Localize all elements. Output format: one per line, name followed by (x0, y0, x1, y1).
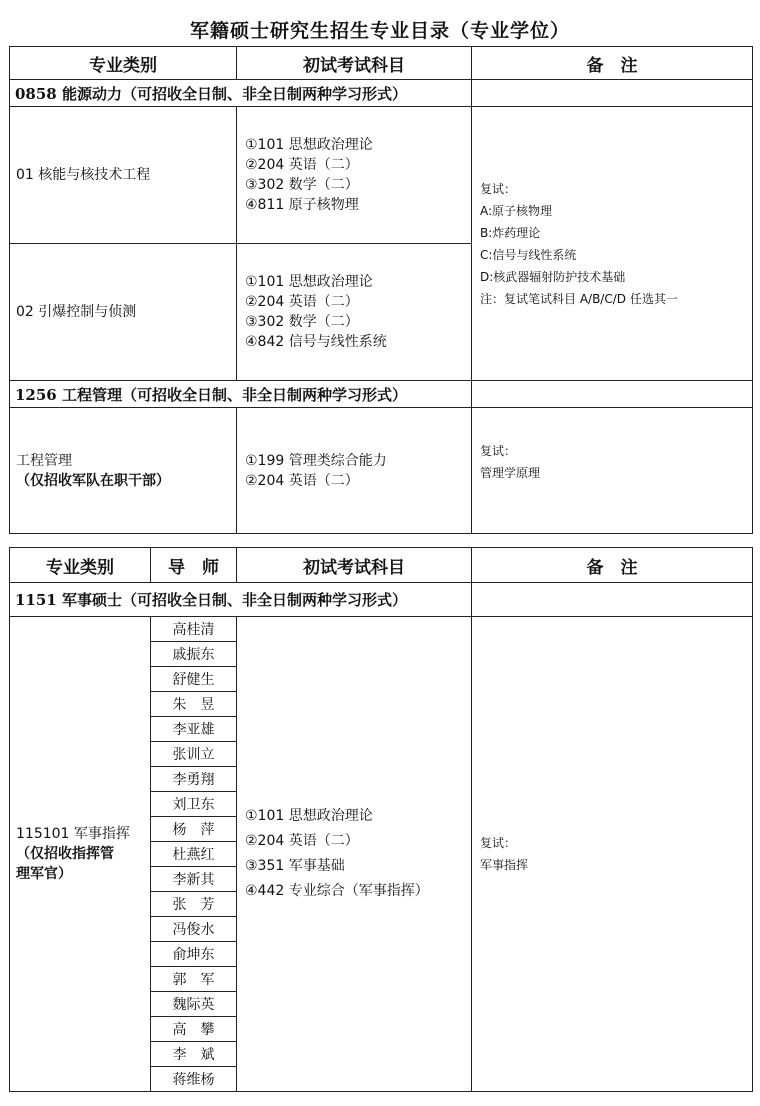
subjects-cell (237, 107, 472, 244)
category-cell: 01 核能与核技术工程 (10, 107, 237, 244)
section-empty-cell (472, 80, 753, 107)
header-subjects: 初试考试科目 (237, 548, 472, 583)
note-line: 注：复试笔试科目 A/B/C/D 任选其一 (480, 291, 678, 306)
note-line: D:核武器辐射防护技术基础 (480, 269, 626, 284)
header-category: 专业类别 (10, 47, 237, 80)
header-row (10, 548, 753, 583)
header-subjects: 初试考试科目 (237, 47, 472, 80)
mentor-name: 朱 昱 (151, 692, 237, 717)
mentor-name: 舒健生 (151, 667, 237, 692)
header-category: 专业类别 (10, 548, 151, 583)
section-row (10, 583, 753, 617)
category-name: 工程管理 (16, 452, 72, 469)
subject-line: ②204 英语（二） (245, 157, 359, 173)
note-line: A:原子核物理 (480, 203, 553, 218)
subject-line: ②204 英语（二） (245, 472, 359, 489)
section-title-0858: 0858 能源动力（可招收全日制、非全日制两种学习形式） (10, 80, 472, 107)
note-line: 复试： (480, 836, 517, 850)
section-empty-cell (472, 583, 753, 617)
mentor-name: 蒋维杨 (151, 1067, 237, 1092)
subject-line: ④442 专业综合（军事指挥） (245, 883, 429, 899)
subject-line: ②204 英语（二） (245, 294, 359, 310)
table-military-master (9, 547, 753, 1092)
mentor-name: 郭 军 (151, 967, 237, 992)
notes-cell (472, 107, 753, 381)
category-restriction: （仅招收指挥管 (16, 846, 114, 862)
subject-line: ③351 军事基础 (245, 858, 345, 874)
note-line: 军事指挥 (480, 858, 529, 872)
mentor-name: 戚振东 (151, 642, 237, 667)
note-line: C:信号与线性系统 (480, 247, 577, 262)
subject-line: ③302 数学（二） (245, 314, 359, 330)
subject-line: ①101 思想政治理论 (245, 274, 373, 290)
subject-line: ①101 思想政治理论 (245, 808, 373, 824)
note-line: 复试： (480, 181, 517, 196)
section-empty-cell (472, 381, 753, 408)
header-row (10, 47, 753, 80)
category-cell: 02 引爆控制与侦测 (10, 244, 237, 381)
table-row (10, 408, 753, 534)
category-cell (10, 408, 237, 534)
table-row (10, 107, 753, 244)
subject-line: ④811 原子核物理 (245, 197, 359, 213)
category-cell (10, 617, 151, 1092)
mentor-name: 李勇翔 (151, 767, 237, 792)
subjects-cell (237, 244, 472, 381)
section-row (10, 381, 753, 408)
category-restriction: 理军官） (16, 866, 72, 882)
subject-line: ①199 管理类综合能力 (245, 452, 387, 469)
subjects-cell (237, 617, 472, 1092)
mentor-name: 高 攀 (151, 1017, 237, 1042)
mentor-name: 张训立 (151, 742, 237, 767)
mentor-name: 杜燕红 (151, 842, 237, 867)
note-line: B:炸药理论 (480, 225, 541, 240)
section-row (10, 80, 753, 107)
subject-line: ②204 英语（二） (245, 833, 359, 849)
mentor-name: 张 芳 (151, 892, 237, 917)
mentor-name: 冯俊水 (151, 917, 237, 942)
table-row (10, 617, 753, 642)
note-line: 管理学原理 (480, 466, 541, 480)
section-title-1256: 1256 工程管理（可招收全日制、非全日制两种学习形式） (10, 381, 472, 408)
mentor-name: 高桂清 (151, 617, 237, 642)
page-title: 军籍硕士研究生招生专业目录（专业学位） (189, 20, 570, 42)
category-restriction-text: （仅招收军队在职干部） (16, 472, 170, 489)
mentor-name: 杨 萍 (151, 817, 237, 842)
header-notes: 备 注 (472, 47, 753, 80)
notes-cell (472, 617, 753, 1092)
mentor-name: 李新其 (151, 867, 237, 892)
category-restriction (16, 471, 236, 491)
subject-line: ①101 思想政治理论 (245, 137, 373, 153)
header-mentor: 导 师 (151, 548, 237, 583)
mentor-name: 俞坤东 (151, 942, 237, 967)
subject-line: ④842 信号与线性系统 (245, 334, 387, 350)
mentor-name: 刘卫东 (151, 792, 237, 817)
table-energy-and-engineering (9, 46, 753, 534)
section-title-1151: 1151 军事硕士（可招收全日制、非全日制两种学习形式） (10, 583, 472, 617)
notes-cell (472, 408, 753, 534)
subject-line: ③302 数学（二） (245, 177, 359, 193)
header-notes: 备 注 (472, 548, 753, 583)
category-name: 115101 军事指挥 (16, 826, 130, 842)
mentor-name: 李 斌 (151, 1042, 237, 1067)
mentor-name: 魏际英 (151, 992, 237, 1017)
note-line: 复试： (480, 444, 517, 458)
subjects-cell (237, 408, 472, 534)
mentor-name: 李亚雄 (151, 717, 237, 742)
